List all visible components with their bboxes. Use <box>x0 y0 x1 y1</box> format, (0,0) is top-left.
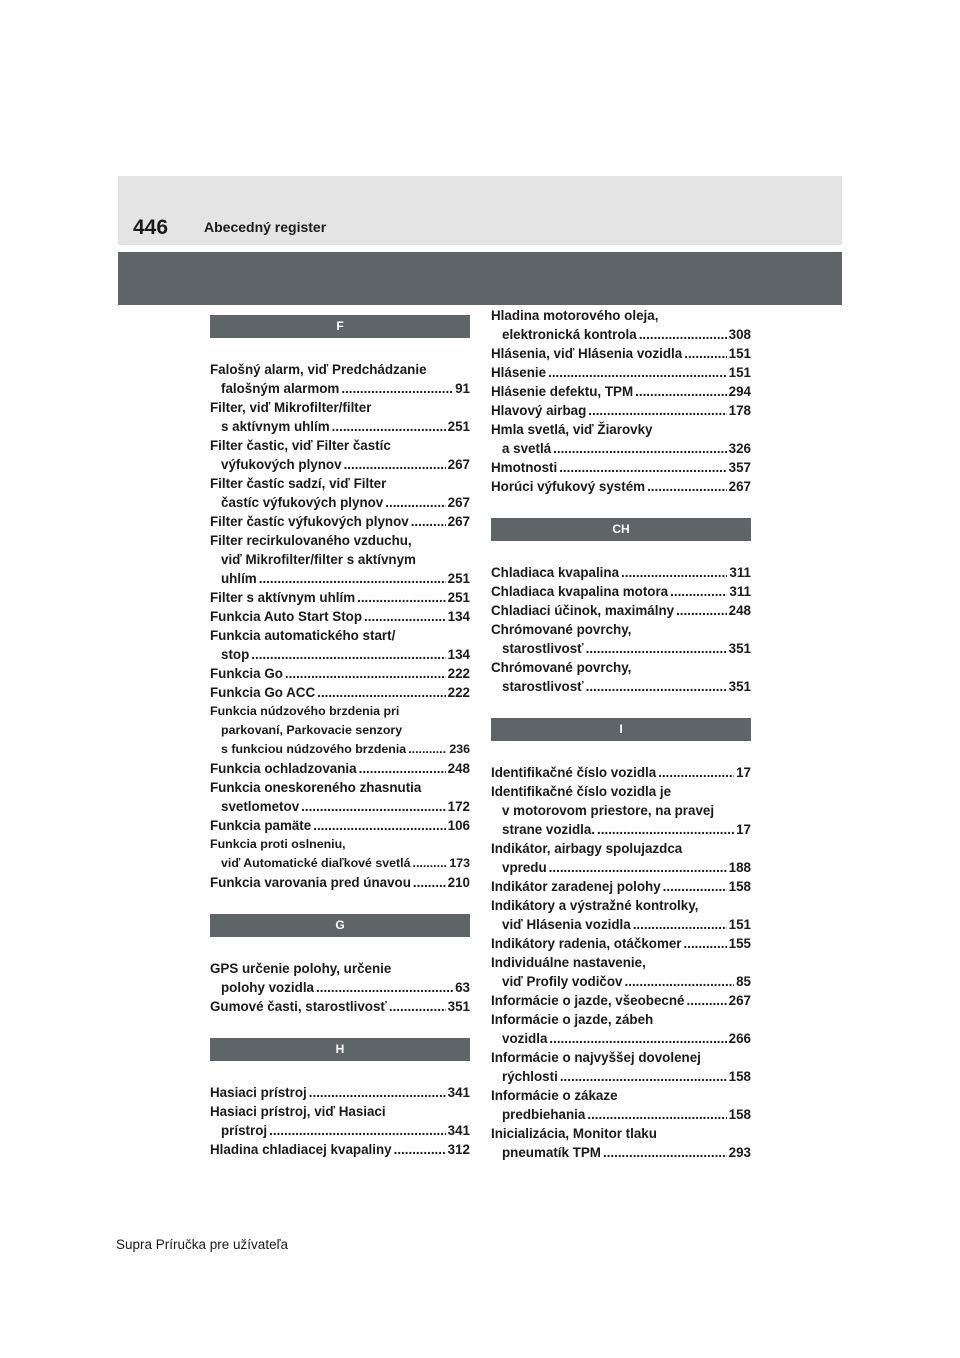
index-entry-term: uhlím <box>221 571 257 586</box>
index-entry <box>210 1102 470 1140</box>
index-entry <box>491 420 751 458</box>
page-reference: 251 <box>447 419 470 434</box>
page-reference: 151 <box>728 365 751 380</box>
index-entry <box>210 759 470 778</box>
index-entry <box>491 934 751 953</box>
dot-leader <box>332 417 446 436</box>
index-entry <box>210 816 470 835</box>
dot-leader <box>251 645 445 664</box>
page-reference: 178 <box>728 403 751 418</box>
index-entry-line <box>210 664 470 683</box>
dot-leader <box>413 873 446 892</box>
index-entry-term: Informácie o jazde, všeobecné <box>491 993 685 1008</box>
page-reference: 312 <box>447 1142 470 1157</box>
dot-leader <box>687 991 727 1010</box>
index-entry <box>210 531 470 588</box>
index-entry-line <box>210 607 470 626</box>
dot-leader <box>639 325 727 344</box>
index-entry-term: Hasiaci prístroj <box>210 1085 307 1100</box>
index-entry-term: Indikátory radenia, otáčkomer <box>491 936 682 951</box>
index-entry-line <box>210 978 470 997</box>
index-entry-text <box>210 360 470 379</box>
index-entry-line <box>491 639 751 658</box>
index-entry <box>491 1086 751 1124</box>
index-entry-term: s funkciou núdzového brzdenia <box>221 742 407 756</box>
dot-leader <box>553 439 727 458</box>
dot-leader <box>647 477 727 496</box>
dot-leader <box>394 1140 446 1159</box>
dot-leader <box>364 607 446 626</box>
index-entry-term: Funkcia ochladzovania <box>210 761 357 776</box>
index-entry <box>210 588 470 607</box>
index-entry <box>210 607 470 626</box>
index-entry-term: Funkcia oneskoreného zhasnutia <box>210 780 422 795</box>
index-entry-term: Filter s aktívnym uhlím <box>210 590 356 605</box>
dot-leader <box>603 1143 727 1162</box>
header-band <box>118 252 842 305</box>
index-entry <box>210 1083 470 1102</box>
index-entry-text <box>491 801 751 820</box>
index-entry-term: Indikátor, airbagy spolujazdca <box>491 841 683 856</box>
index-entry-term: Funkcia núdzového brzdenia pri <box>210 704 400 718</box>
index-entry-line <box>210 1121 470 1140</box>
index-entry <box>491 782 751 839</box>
index-entry-term: Horúci výfukový systém <box>491 479 646 494</box>
index-entry <box>491 582 751 601</box>
dot-leader <box>670 582 727 601</box>
index-entry-term: Chladiaca kvapalina motora <box>491 584 669 599</box>
page-reference: 267 <box>728 479 751 494</box>
dot-leader <box>560 1067 727 1086</box>
page-number: 446 <box>133 216 169 239</box>
index-entry <box>210 702 470 759</box>
index-entry-term: predbiehania <box>502 1107 586 1122</box>
page-reference: 134 <box>447 647 470 662</box>
page-reference: 266 <box>728 1031 751 1046</box>
dot-leader <box>663 877 727 896</box>
section-title: Abecedný register <box>204 219 327 235</box>
index-entry-term: rýchlosti <box>502 1069 558 1084</box>
index-entry-line <box>210 797 470 816</box>
index-entry <box>210 626 470 664</box>
index-entry-term: Falošný alarm, viď Predchádzanie <box>210 362 427 377</box>
index-entry-line <box>210 816 470 835</box>
page-reference: 267 <box>447 495 470 510</box>
dot-leader <box>559 458 726 477</box>
index-entry <box>210 360 470 398</box>
index-entry-term: viď Hlásenia vozidla <box>502 917 631 932</box>
index-entry <box>210 512 470 531</box>
dot-leader <box>588 401 726 420</box>
index-entry-line <box>491 325 751 344</box>
index-entry-term: Hlásenia, viď Hlásenia vozidla <box>491 346 683 361</box>
index-entry-term: a svetlá <box>502 441 552 456</box>
page-reference: 251 <box>447 590 470 605</box>
index-entry-line <box>210 379 470 398</box>
index-entry-term: Identifikačné číslo vozidla <box>491 765 657 780</box>
index-entry-term: Chrómované povrchy, <box>491 660 632 675</box>
page-reference: 267 <box>447 457 470 472</box>
index-entry-term: viď Profily vodičov <box>502 974 623 989</box>
index-entry <box>491 382 751 401</box>
index-entry-line <box>210 873 470 892</box>
index-entry <box>491 1124 751 1162</box>
index-entry-line <box>210 854 470 873</box>
index-entry <box>491 839 751 877</box>
index-entry-line <box>491 344 751 363</box>
page-reference: 311 <box>729 565 751 580</box>
index-entry-line <box>210 569 470 588</box>
page-reference: 17 <box>736 765 751 780</box>
dot-leader <box>586 639 727 658</box>
page-header <box>118 176 842 245</box>
index-entry-line <box>491 563 751 582</box>
page-reference: 63 <box>455 980 470 995</box>
index-entry-term: Individuálne nastavenie, <box>491 955 646 970</box>
index-entry-term: Funkcia Go <box>210 666 283 681</box>
page-reference: 248 <box>447 761 470 776</box>
index-entry <box>210 873 470 892</box>
index-entry <box>210 997 470 1016</box>
index-entry-term: Inicializácia, Monitor tlaku <box>491 1126 657 1141</box>
index-entry-term: Funkcia Auto Start Stop <box>210 609 363 624</box>
index-entry-term: s aktívnym uhlím <box>221 419 330 434</box>
index-entry-line <box>491 401 751 420</box>
page-reference: 188 <box>728 860 751 875</box>
dot-leader <box>625 972 735 991</box>
page-reference: 158 <box>728 879 751 894</box>
dot-leader <box>597 820 734 839</box>
index-entry-line <box>491 763 751 782</box>
index-entry-text <box>491 620 751 639</box>
index-entry-text <box>210 959 470 978</box>
index-entry-term: falošným alarmom <box>221 381 340 396</box>
index-entry-line <box>491 677 751 696</box>
index-entry <box>210 398 470 436</box>
index-entry-line <box>210 759 470 778</box>
letter-heading: G <box>210 914 470 937</box>
letter-heading: CH <box>491 518 751 541</box>
letter-heading: F <box>210 315 470 338</box>
page-reference: 326 <box>728 441 751 456</box>
index-entry-line <box>210 683 470 702</box>
page-reference: 155 <box>728 936 751 951</box>
index-entry <box>210 474 470 512</box>
dot-leader <box>548 363 727 382</box>
index-entry-term: častíc výfukových plynov <box>221 495 384 510</box>
index-entry-term: Informácie o zákaze <box>491 1088 618 1103</box>
dot-leader <box>285 664 446 683</box>
index-entry-line <box>210 588 470 607</box>
dot-leader <box>259 569 446 588</box>
index-entry-text <box>491 896 751 915</box>
page-reference: 308 <box>728 327 751 342</box>
index-entry-text <box>210 531 470 550</box>
index-entry-term: Hladina chladiacej kvapaliny <box>210 1142 392 1157</box>
dot-leader <box>309 1083 446 1102</box>
index-entry-term: Hasiaci prístroj, viď Hasiaci <box>210 1104 386 1119</box>
dot-leader <box>301 797 446 816</box>
index-entry <box>210 436 470 474</box>
index-entry <box>491 601 751 620</box>
index-entry-term: Filter, viď Mikrofilter/filter <box>210 400 372 415</box>
index-entry-line <box>210 455 470 474</box>
index-entry-text <box>491 953 751 972</box>
index-entry-text <box>210 835 470 854</box>
index-entry-line <box>210 512 470 531</box>
dot-leader <box>549 858 727 877</box>
index-entry-line <box>491 382 751 401</box>
index-entry-text <box>210 702 470 721</box>
index-entry-text <box>491 1048 751 1067</box>
index-entry-term: Hlásenie defektu, TPM <box>491 384 634 399</box>
index-entry-text <box>210 474 470 493</box>
page-reference: 248 <box>728 603 751 618</box>
dot-leader <box>587 1105 726 1124</box>
index-entry <box>491 991 751 1010</box>
index-entry-text <box>210 1102 470 1121</box>
index-entry-term: starostlivosť <box>502 641 584 656</box>
page-reference: 158 <box>728 1107 751 1122</box>
letter-heading: H <box>210 1038 470 1061</box>
index-entry-text <box>210 436 470 455</box>
dot-leader <box>357 588 446 607</box>
index-entry-term: Chladiaci účinok, maximálny <box>491 603 675 618</box>
page-reference: 151 <box>728 917 751 932</box>
index-entry-term: Informácie o najvyššej dovolenej <box>491 1050 701 1065</box>
index-entry-text <box>491 1086 751 1105</box>
index-entry-line <box>210 997 470 1016</box>
index-entry-line <box>491 991 751 1010</box>
dot-leader <box>313 816 445 835</box>
index-entry-line <box>491 858 751 877</box>
index-entry-text <box>491 1010 751 1029</box>
index-entry-term: starostlivosť <box>502 679 584 694</box>
page-reference: 251 <box>447 571 470 586</box>
index-entry-text <box>491 782 751 801</box>
page-reference: 210 <box>447 875 470 890</box>
index-entry <box>491 458 751 477</box>
dot-leader <box>359 759 446 778</box>
page-reference: 172 <box>447 799 470 814</box>
index-entry-line <box>491 439 751 458</box>
index-entry <box>491 763 751 782</box>
page-reference: 85 <box>736 974 751 989</box>
index-entry-text <box>491 839 751 858</box>
index-entry-line <box>210 1083 470 1102</box>
index-entry <box>210 778 470 816</box>
dot-leader <box>635 382 727 401</box>
dot-leader <box>341 379 453 398</box>
page-reference: 267 <box>447 514 470 529</box>
page-reference: 357 <box>728 460 751 475</box>
dot-leader <box>317 683 446 702</box>
dot-leader <box>389 997 446 1016</box>
page-reference: 151 <box>728 346 751 361</box>
page-reference: 351 <box>728 641 751 656</box>
index-entry-text <box>491 306 751 325</box>
index-entry-term: Funkcia pamäte <box>210 818 312 833</box>
page-reference: 106 <box>447 818 470 833</box>
index-column-right <box>491 306 751 1162</box>
index-entry-term: Hmotnosti <box>491 460 558 475</box>
index-entry-line <box>491 1029 751 1048</box>
index-entry-term: Gumové časti, starostlivosť <box>210 999 387 1014</box>
index-entry-line <box>491 363 751 382</box>
index-entry <box>491 401 751 420</box>
index-entry <box>210 683 470 702</box>
index-entry <box>491 306 751 344</box>
index-entry <box>491 477 751 496</box>
index-entry-term: vozidla <box>502 1031 548 1046</box>
index-entry <box>491 1048 751 1086</box>
index-entry <box>491 344 751 363</box>
index-entry <box>491 363 751 382</box>
index-entry <box>491 658 751 696</box>
index-entry-term: v motorovom priestore, na pravej <box>502 803 715 818</box>
index-entry <box>491 896 751 934</box>
dot-leader <box>344 455 446 474</box>
index-entry-line <box>491 877 751 896</box>
index-entry-line <box>210 740 470 759</box>
index-entry-term: Hlavový airbag <box>491 403 587 418</box>
index-entry-term: Indikátory a výstražné kontrolky, <box>491 898 699 913</box>
dot-leader <box>549 1029 726 1048</box>
page-reference: 222 <box>447 666 470 681</box>
index-entry <box>210 1140 470 1159</box>
index-entry <box>491 877 751 896</box>
dot-leader <box>269 1121 446 1140</box>
index-entry-line <box>491 934 751 953</box>
index-entry-term: GPS určenie polohy, určenie <box>210 961 392 976</box>
index-entry-term: svetlometov <box>221 799 300 814</box>
page-reference: 91 <box>455 381 470 396</box>
index-entry-term: Filter častic, viď Filter častíc <box>210 438 391 453</box>
index-entry <box>491 1010 751 1048</box>
dot-leader <box>684 934 727 953</box>
index-entry-text <box>210 626 470 645</box>
dot-leader <box>385 493 445 512</box>
index-entry-text <box>491 1124 751 1143</box>
index-entry-term: Filter častíc sadzí, viď Filter <box>210 476 387 491</box>
index-entry-term: Chladiaca kvapalina <box>491 565 620 580</box>
index-entry-line <box>491 601 751 620</box>
index-entry-term: Funkcia varovania pred únavou <box>210 875 411 890</box>
index-entry-term: Funkcia proti oslneniu, <box>210 837 346 851</box>
index-entry-term: parkovaní, Parkovacie senzory <box>221 723 403 737</box>
index-entry-text <box>210 778 470 797</box>
index-entry-term: Funkcia Go ACC <box>210 685 316 700</box>
index-entry <box>491 620 751 658</box>
index-entry-term: polohy vozidla <box>221 980 314 995</box>
page-reference: 351 <box>728 679 751 694</box>
index-entry-line <box>491 458 751 477</box>
index-entry-text <box>210 398 470 417</box>
index-entry <box>491 953 751 991</box>
index-entry-term: Funkcia automatického start/ <box>210 628 396 643</box>
index-entry-term: vpredu <box>502 860 547 875</box>
index-entry-term: viď Automatické diaľkové svetlá <box>221 856 411 870</box>
index-entry-term: Hladina motorového oleja, <box>491 308 659 323</box>
index-entry-line <box>491 477 751 496</box>
index-entry-term: Filter častíc výfukových plynov <box>210 514 409 529</box>
dot-leader <box>684 344 726 363</box>
page-reference: 341 <box>447 1085 470 1100</box>
dot-leader <box>676 601 727 620</box>
index-entry-line <box>210 493 470 512</box>
index-entry-line <box>491 1067 751 1086</box>
page-reference: 134 <box>447 609 470 624</box>
page-reference: 17 <box>736 822 751 837</box>
index-entry-term: výfukových plynov <box>221 457 342 472</box>
index-entry-term: viď Mikrofilter/filter s aktívnym <box>221 552 416 567</box>
dot-leader <box>633 915 727 934</box>
index-entry-line <box>210 1140 470 1159</box>
dot-leader <box>316 978 453 997</box>
index-column-left <box>210 315 470 1159</box>
dot-leader <box>658 763 734 782</box>
page-reference: 173 <box>449 856 470 870</box>
dot-leader <box>411 512 446 531</box>
index-entry-text <box>491 420 751 439</box>
index-entry <box>210 664 470 683</box>
index-entry-line <box>210 417 470 436</box>
dot-leader <box>621 563 727 582</box>
index-entry-term: pneumatík TPM <box>502 1145 601 1160</box>
index-entry-line <box>491 972 751 991</box>
page-reference: 341 <box>447 1123 470 1138</box>
page-reference: 293 <box>728 1145 751 1160</box>
index-entry-term: Hlásenie <box>491 365 547 380</box>
index-entry-term: strane vozidla. <box>502 822 596 837</box>
dot-leader <box>586 677 727 696</box>
index-entry-term: Hmla svetlá, viď Žiarovky <box>491 422 653 437</box>
index-entry-term: prístroj <box>221 1123 268 1138</box>
index-entry <box>491 563 751 582</box>
index-entry-term: elektronická kontrola <box>502 327 637 342</box>
letter-heading: I <box>491 718 751 741</box>
dot-leader <box>408 740 447 759</box>
index-entry-term: Indikátor zaradenej polohy <box>491 879 661 894</box>
index-entry-line <box>491 820 751 839</box>
index-entry-term: Identifikačné číslo vozidla je <box>491 784 672 799</box>
page-reference: 158 <box>728 1069 751 1084</box>
index-entry-line <box>210 645 470 664</box>
index-entry-term: Chrómované povrchy, <box>491 622 632 637</box>
index-entry <box>210 835 470 873</box>
index-entry <box>210 959 470 997</box>
index-entry-text <box>210 550 470 569</box>
dot-leader <box>413 854 448 873</box>
page-reference: 351 <box>447 999 470 1014</box>
page-reference: 222 <box>447 685 470 700</box>
index-entry-term: Informácie o jazde, zábeh <box>491 1012 654 1027</box>
index-entry-line <box>491 915 751 934</box>
index-entry-text <box>210 721 470 740</box>
index-entry-line <box>491 1143 751 1162</box>
index-entry-term: stop <box>221 647 250 662</box>
index-entry-line <box>491 1105 751 1124</box>
page-reference: 267 <box>728 993 751 1008</box>
page-reference: 311 <box>729 584 751 599</box>
page-reference: 294 <box>728 384 751 399</box>
index-entry-text <box>491 658 751 677</box>
page-footer: Supra Príručka pre užívateľa <box>116 1237 289 1252</box>
index-entry-term: Filter recirkulovaného vzduchu, <box>210 533 412 548</box>
index-entry-line <box>491 582 751 601</box>
page-reference: 236 <box>449 742 470 756</box>
